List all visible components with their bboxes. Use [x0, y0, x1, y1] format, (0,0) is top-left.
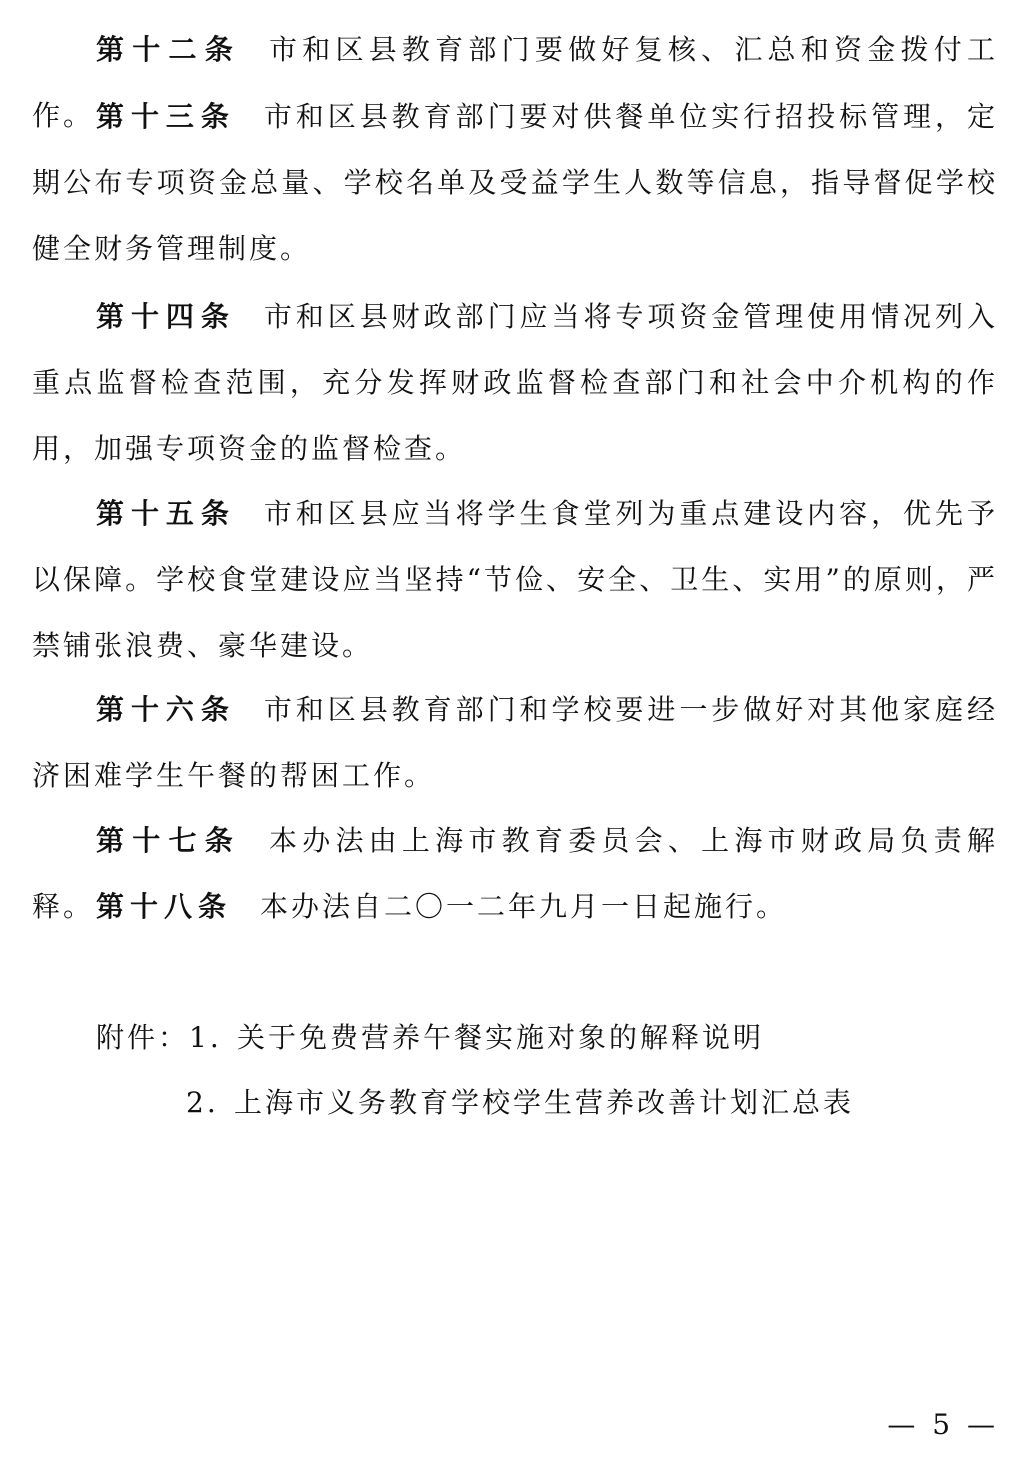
article-text: 市和区县应当将学生食堂列为重点建设内容，优先予以保障。学校食堂建设应当坚持“节俭、安全、卫生、实用”的原则，严禁铺张浪费、豪华建设。	[32, 497, 998, 662]
article-label: 第十五条	[96, 497, 236, 530]
article-text: 本办法由上海市教育委员会、上海市财政局负责解释。	[32, 824, 998, 923]
article-18	[32, 874, 998, 940]
article-text: 市和区县教育部门要对供餐单位实行招投标管理，定期公布专项资金总量、学校名单及受益学生人数等信息，指导督促学校健全财务管理制度。	[32, 100, 998, 265]
attachment-title: 上海市义务教育学校学生营养改善计划汇总表	[234, 1086, 855, 1119]
article-label: 第十二条	[96, 33, 241, 66]
article-13	[32, 84, 998, 282]
attachments-label: 附件：	[96, 1021, 190, 1054]
attachment-item-1	[96, 1018, 764, 1058]
article-label: 第十六条	[96, 693, 236, 726]
article-text: 市和区县教育部门和学校要进一步做好对其他家庭经济困难学生午餐的帮困工作。	[32, 693, 998, 792]
attachment-title: 关于免费营养午餐实施对象的解释说明	[237, 1021, 765, 1054]
article-16	[32, 677, 998, 809]
article-text: 市和区县教育部门要做好复核、汇总和资金拨付工作。	[32, 33, 998, 132]
article-label: 第十三条	[96, 100, 236, 133]
article-label: 第十八条	[96, 890, 233, 923]
attachment-item-2	[186, 1083, 854, 1123]
article-label: 第十七条	[96, 824, 241, 857]
page-number: — 5 —	[887, 1408, 999, 1441]
attachment-number: 2.	[186, 1086, 219, 1119]
article-15	[32, 481, 998, 679]
article-label: 第十四条	[96, 300, 236, 333]
article-text: 本办法自二〇一二年九月一日起施行。	[260, 890, 788, 923]
attachment-number: 1.	[189, 1021, 222, 1054]
article-14	[32, 284, 998, 482]
article-text: 市和区县财政部门应当将专项资金管理使用情况列入重点监督检查范围，充分发挥财政监督检查部门和社会中介机构的作用，加强专项资金的监督检查。	[32, 300, 998, 465]
